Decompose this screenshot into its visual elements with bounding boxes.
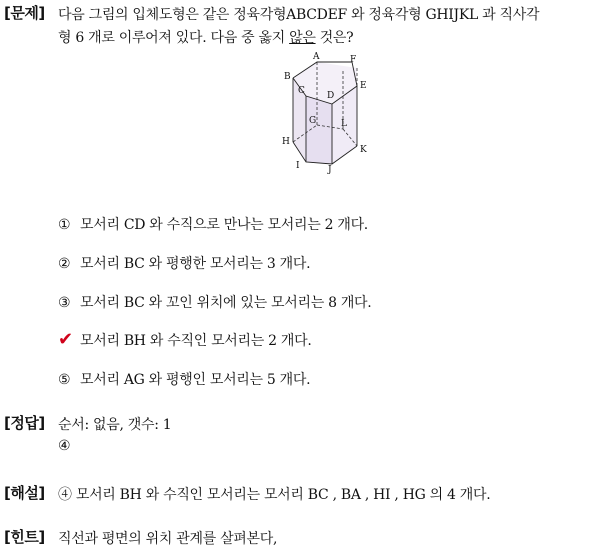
vertex-label-L: L xyxy=(341,119,347,129)
option-2 xyxy=(58,253,310,273)
vertex-label-G: G xyxy=(309,116,317,126)
problem-line-2-start: 형 6 개로 이루어져 있다. 다음 중 옳지 xyxy=(58,30,290,46)
hint-text: 직선과 평면의 위치 관계를 살펴본다, xyxy=(58,531,278,547)
vertex-label-J: J xyxy=(328,165,332,175)
problem-line-1: 다음 그림의 입체도형은 같은 정육각형ABCDEF 와 정육각형 GHIJKL 과 직사각 xyxy=(58,7,540,23)
problem-underlined-word: 않은 xyxy=(289,30,316,46)
explanation-text: ④ 모서리 BH 와 수직인 모서리는 모서리 BC , BA , HI , HG 의 4 개다. xyxy=(58,487,491,503)
option-marker: ① xyxy=(58,217,71,233)
option-marker: ② xyxy=(58,256,71,272)
explanation-tag: [해설] xyxy=(4,484,45,502)
option-marker: ③ xyxy=(58,295,71,311)
problem-line-2-end: 것은? xyxy=(315,30,354,46)
check-mark-icon: ✔ xyxy=(58,329,73,350)
option-text: 모서리 BH 와 수직인 모서리는 2 개다. xyxy=(80,333,312,349)
problem-tag: [문제] xyxy=(4,4,45,22)
answer-tag: [정답] xyxy=(4,414,45,432)
vertex-label-E: E xyxy=(360,81,367,91)
vertex-label-H: H xyxy=(282,137,290,147)
option-text: 모서리 AG 와 평행인 모서리는 5 개다. xyxy=(80,372,311,388)
answer-line-2: ④ xyxy=(58,438,71,454)
vertex-label-A: A xyxy=(313,52,320,62)
option-5 xyxy=(58,369,310,389)
option-text: 모서리 BC 와 꼬인 위치에 있는 모서리는 8 개다. xyxy=(80,295,372,311)
vertex-label-K: K xyxy=(360,145,367,155)
vertex-label-F: F xyxy=(350,55,357,65)
problem-line-2 xyxy=(58,27,353,47)
option-marker: ⑤ xyxy=(58,372,71,388)
option-3 xyxy=(58,292,371,312)
hint-tag: [힌트] xyxy=(4,528,45,546)
hexagonal-prism-figure xyxy=(276,50,376,178)
option-text: 모서리 BC 와 평행한 모서리는 3 개다. xyxy=(80,256,311,272)
option-4 xyxy=(58,329,311,350)
answer-line-1: 순서: 없음, 갯수: 1 xyxy=(58,417,172,433)
vertex-label-I: I xyxy=(296,161,300,171)
option-text: 모서리 CD 와 수직으로 만나는 모서리는 2 개다. xyxy=(80,217,368,233)
option-1 xyxy=(58,214,368,234)
vertex-label-C: C xyxy=(298,86,305,96)
vertex-label-B: B xyxy=(284,72,291,82)
vertex-label-D: D xyxy=(327,91,335,101)
